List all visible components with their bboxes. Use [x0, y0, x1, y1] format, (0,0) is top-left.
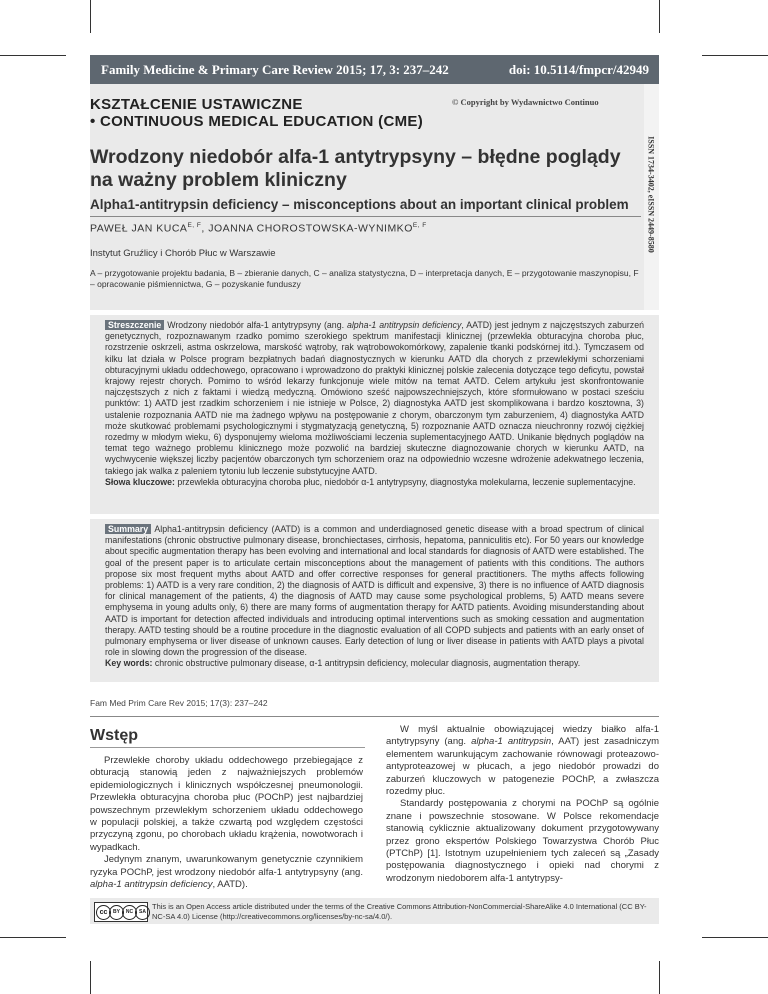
author-1-roles: E, F: [187, 222, 202, 229]
license-text: This is an Open Access article distributed under the terms of the Creative Commons Attribution-NonCommercial-ShareAlike 4.0 International (CC BY-NC-SA 4.0) License (http://creativecommons.org/licenses/by-nc-sa/4.0/).: [152, 902, 647, 921]
journal-name: Family Medicine & Primary Care Review 2015; 17, 3: 237–242: [101, 62, 449, 77]
crop-mark: [90, 0, 91, 33]
contribution-legend: A – przygotowanie projektu badania, B – zbieranie danych, C – analiza statystyczna, D – interpretacja danych, E – przygotowanie maszynopisu, F – opracowanie piśmiennictwa, G – pozyskanie funduszy: [90, 268, 639, 289]
author-1: PAWEŁ JAN KUCA: [90, 222, 188, 235]
crop-mark: [0, 937, 66, 938]
keywords-en-label: Key words:: [105, 658, 153, 669]
copyright-note: © Copyright by Wydawnictwo Continuo: [452, 97, 599, 107]
divider: [90, 216, 641, 217]
by-icon: BY: [109, 905, 124, 920]
abstract-pl-text: Streszczenie Wrodzony niedobór alfa-1 antytrypsyny (ang. alpha-1 antitrypsin deficiency, AATD) jest jednym z najczęstszych zaburzeń genetycznych, rozpoznawanym rzadko pomimo szerokiego spektrum manifestacji klinicznej (przewlekła obturacyjna choroba płuc, rozstrzenie oskrzeli, astma oskrzelowa, marskość wątroby, rak wątrobowokomórkowy, zapalenie tkanki podskórnej itd.). Tymczasem od kilku lat działa w Polsce program bezpłatnych badań diagnostycznych w kierunku AATD dla chorych z przewlekłymi schorzeniami obturacyjnymi układu oddechowego, opracowano i wprowadzono do praktyki klinicznej polskie zalecenia dotyczące tego deficytu, powstał krajowy rejestr chorych. Pomimo to wśród lekarzy funkcjonuje wiele mitów na temat AATD. Celem artykułu jest skonfrontowanie najczęstszych z nich z faktami i wiedzą medyczną. Omówiono sześć najpowszechniejszych, które sformułowano w postaci sześciu punktów: 1) AATD jest rzadkim schorzeniem i nie istnieje w Polsce, 2) diagnostyka AATD jest skomplikowana i bardzo kosztowna, 3) ustalenie rozpoznania AATD nie ma żadnego wpływu na postępowanie z chorym, obarczonym tym zaburzeniem, 4) diagnostyka AATD może skutkować problemami psychologicznymi i stygmatyzacją genetyczną, 5) rozpoznanie AATD oznacza nieuchronny rozwój ciężkiej rozedmy w młodym wieku, 6) dysponujemy wieloma możliwościami leczenia suplementacyjnego AATD. Unikanie błędnych poglądów na temat tego ważnego problemu klinicznego może pozwolić na bardziej skuteczne diagnozowanie chorych w kierunku AATD, na wychwycenie większej liczby pacjentów obarczonych tym schorzeniem oraz na odpowiednio wczesne wdrożenie adekwatnego leczenia, takiego jak walka z paleniem tytoniu lub leczenie substytucyjne AATD. Słowa kluczowe: przewlekła obturacyjna choroba płuc, niedobór α-1 antytrypsyny, diagnostyka molekularna, leczenie suplementacyjne.: [105, 320, 644, 487]
abstract-en-text: Summary Alpha1-antitrypsin deficiency (AATD) is a common and underdiagnosed genetic disease with a broad spectrum of clinical manifestations (chronic obstructive pulmonary disease, bronchiectases, cirrhosis, hepatoma, panniculitis etc). For 50 years our knowledge about specific augmentation therapy has been evolving and international and local standards for diagnosis of AATD were established. The goal of the present paper is to articulate certain misconceptions about the management of patients with this conditions. The authors propose six most frequent myths about AATD and offer corrective responses for general practitioners. The myths affects following problems: 1) AATD is a very rare condition, 2) the diagnosis of AATD is difficult and expensive, 3) there is no influence of AATD diagnosis for clinical management of the patients, 4) the diagnosis of AATD may cause some psychological problems, 5) AATD means severe emphysema in young adults only, 6) there are many forms of augmentation therapy for AATD patients. Avoiding misunderstanding about AATD is important for detection affected individuals and introducing optimal interventions such as smoking cessation and augmentation therapy. AATD testing should be a routine procedure in the diagnostic evaluation of all COPD subjects and patients with an early onset of pulmonary emphysema or liver disease of unknown causes. Early detection of lung or liver disease in patients with AATD plays a pivotal role in slowing down the progression of the disease. Key words: chronic obstructive pulmonary disease, α-1 antitrypsin deficiency, molecular diagnosis, augmentation therapy.: [105, 524, 644, 669]
abstract-en-label: Summary: [105, 524, 151, 534]
author-2-roles: E, F: [412, 222, 427, 229]
divider: [90, 716, 659, 717]
doi[interactable]: doi: 10.5114/fmpcr/42949: [508, 62, 649, 77]
journal-header-bar: [90, 55, 659, 84]
body-column-left: [90, 755, 363, 891]
article-title: Wrodzony niedobór alfa-1 antytrypsyny – błędne poglądy na ważny problem kliniczny: [90, 146, 621, 191]
abstract-pl-label: Streszczenie: [105, 320, 164, 330]
author-sep: ,: [201, 222, 209, 235]
heading-underline: [90, 747, 365, 748]
section-label-pl: KSZTAŁCENIE USTAWICZNE: [90, 96, 303, 113]
crop-mark: [702, 937, 768, 938]
crop-mark: [659, 0, 660, 33]
crop-mark: [0, 55, 66, 56]
section-label-en: • CONTINUOUS MEDICAL EDUCATION (CME): [90, 113, 423, 130]
crop-mark: [90, 961, 91, 994]
intro-heading: Wstęp: [90, 727, 138, 744]
sa-icon: SA: [135, 905, 150, 920]
keywords-en: chronic obstructive pulmonary disease, α-1 antitrypsin deficiency, molecular diagnosis, augmentation therapy.: [152, 658, 581, 669]
abstract-pl: [90, 315, 659, 514]
paragraph: Jedynym znanym, uwarunkowanym genetycznie czynnikiem ryzyka POChP, jest wrodzony niedobór alfa-1 antytrypsyny (ang. alpha-1 antitrypsin deficiency, AATD).: [90, 854, 363, 891]
article-subtitle: Alpha1-antitrypsin deficiency – misconceptions about an important clinical problem: [90, 197, 629, 212]
nc-icon: NC: [122, 905, 137, 920]
authors: [90, 222, 427, 235]
body-column-right: [386, 724, 659, 885]
paragraph: W myśl aktualnie obowiązującej wiedzy białko alfa-1 antytrypsyny (ang. alpha-1 antitrypsin, AAT) jest zasadniczym elementem warunkującym zachowanie równowagi proteazowo-antyproteazowej w płucach, a jego niedobór prowadzi do zaburzeń kluczowych w patogenezie POChP, a zwłaszcza rozedmy płuc.: [386, 724, 659, 798]
author-2: JOANNA CHOROSTOWSKA-WYNIMKO: [208, 222, 413, 235]
paragraph: Standardy postępowania z chorymi na POChP są ogólnie znane i powszechnie stosowane. W Polsce rekomendacje stanowią cyklicznie aktualizowany dokument przygotowywany przez grono ekspertów Polskiego Towarzystwa Chorób Płuc (PTChP) [1]. Istotnym uzupełnieniem tych zaleceń są „Zasady postępowania diagnostycznego i opieki nad chorymi z wrodzonym niedoborem alfa-1 antytrypsy-: [386, 798, 659, 884]
crop-mark: [659, 961, 660, 994]
abstract-en: [90, 519, 659, 682]
crop-mark: [702, 55, 768, 56]
paragraph: Przewlekłe choroby układu oddechowego przebiegające z obturacją stanowią jeden z najważniejszych problemów epidemiologicznych i klinicznych współczesnej pneumonologii. Przewlekła obturacyjna choroba płuc (POChP) jest najbardziej powszechnym przewlekłym schorzeniem układu oddechowego w populacji polskiej, a także czwartą pod względem częstości przyczyną zgonu, po chorobach układu krążenia, nowotworach i wypadkach.: [90, 755, 363, 853]
cc-icon: cc: [96, 905, 111, 920]
issn-strip: [644, 84, 659, 310]
license-box: [90, 898, 659, 924]
section-label: [90, 96, 423, 130]
institution: Instytut Gruźlicy i Chorób Płuc w Warszawie: [90, 248, 276, 259]
keywords-pl: przewlekła obturacyjna choroba płuc, niedobór α-1 antytrypsyny, diagnostyka molekularna, leczenie suplementacyjne.: [174, 476, 636, 487]
cc-by-nc-sa-icon[interactable]: [94, 902, 148, 922]
issn-text: ISSN 1734-3402, eISSN 2449-8580: [646, 136, 656, 253]
keywords-pl-label: Słowa kluczowe:: [105, 476, 175, 487]
citation: Fam Med Prim Care Rev 2015; 17(3): 237–242: [90, 698, 268, 708]
